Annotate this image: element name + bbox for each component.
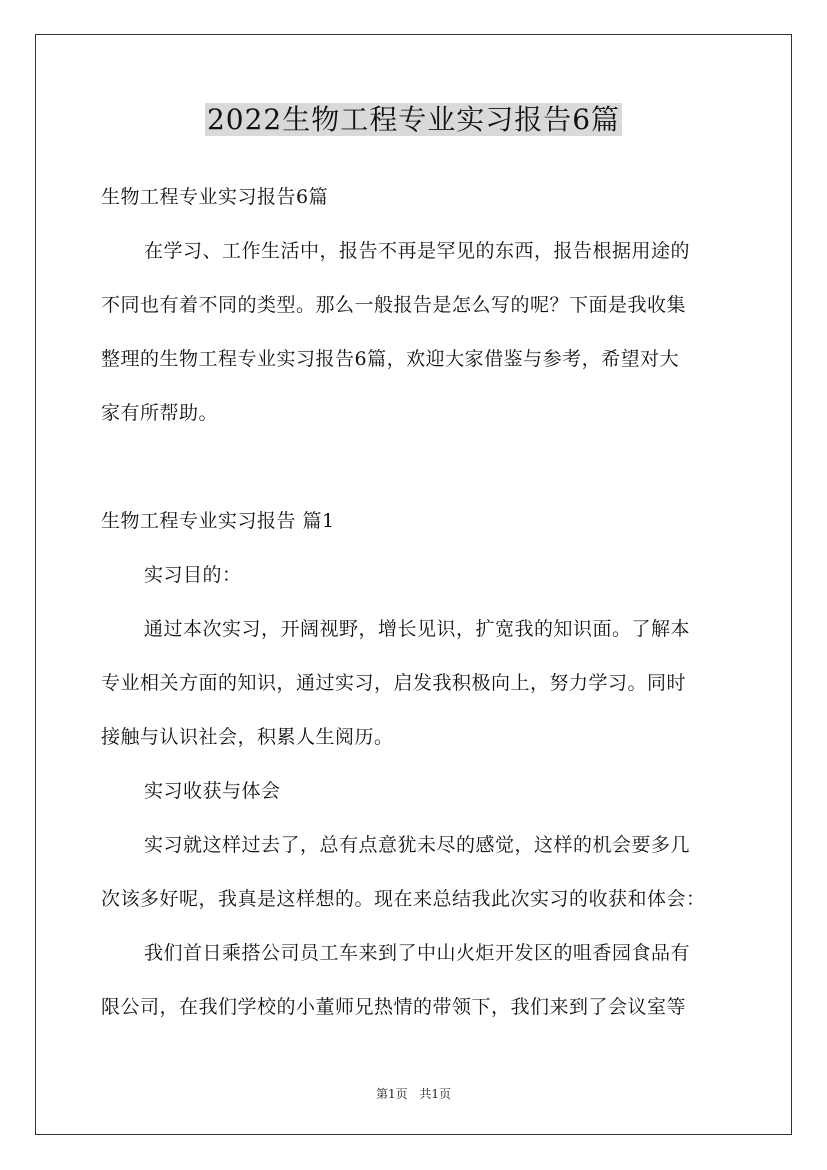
body-line: 次该多好呢，我真是这样想的。现在来总结我此次实习的收获和体会：	[101, 888, 706, 910]
body-line: 生物工程专业实习报告6篇	[101, 186, 329, 208]
body-line: 限公司，在我们学校的小董师兄热情的带领下，我们来到了会议室等	[101, 996, 687, 1018]
blank-line	[101, 440, 727, 494]
document-title-text: 2022生物工程专业实习报告6篇	[206, 103, 621, 136]
body-line: 接触与认识社会，积累人生阅历。	[101, 726, 394, 748]
section-heading: 生物工程专业实习报告 篇1	[101, 510, 335, 532]
body-line: 通过本次实习，开阔视野，增长见识，扩宽我的知识面。了解本	[144, 618, 691, 640]
body-line: 家有所帮助。	[101, 402, 219, 424]
document-body	[101, 170, 727, 1034]
body-line: 实习目的：	[144, 564, 242, 586]
body-line: 整理的生物工程专业实习报告6篇，欢迎大家借鉴与参考，希望对大	[101, 348, 680, 370]
body-line: 在学习、工作生活中，报告不再是罕见的东西，报告根据用途的	[144, 240, 691, 262]
body-line: 专业相关方面的知识，通过实习，启发我积极向上，努力学习。同时	[101, 672, 687, 694]
body-line: 我们首日乘搭公司员工车来到了中山火炬开发区的咀香园食品有	[144, 942, 691, 964]
page-total: 共1页	[419, 1087, 452, 1101]
page-number: 第1页	[375, 1087, 408, 1101]
body-line: 不同也有着不同的类型。那么一般报告是怎么写的呢？下面是我收集	[101, 294, 687, 316]
page-footer	[0, 1085, 827, 1102]
body-line: 实习就这样过去了，总有点意犹未尽的感觉，这样的机会要多几	[144, 834, 691, 856]
document-title	[0, 100, 827, 140]
body-line: 实习收获与体会	[144, 780, 281, 802]
